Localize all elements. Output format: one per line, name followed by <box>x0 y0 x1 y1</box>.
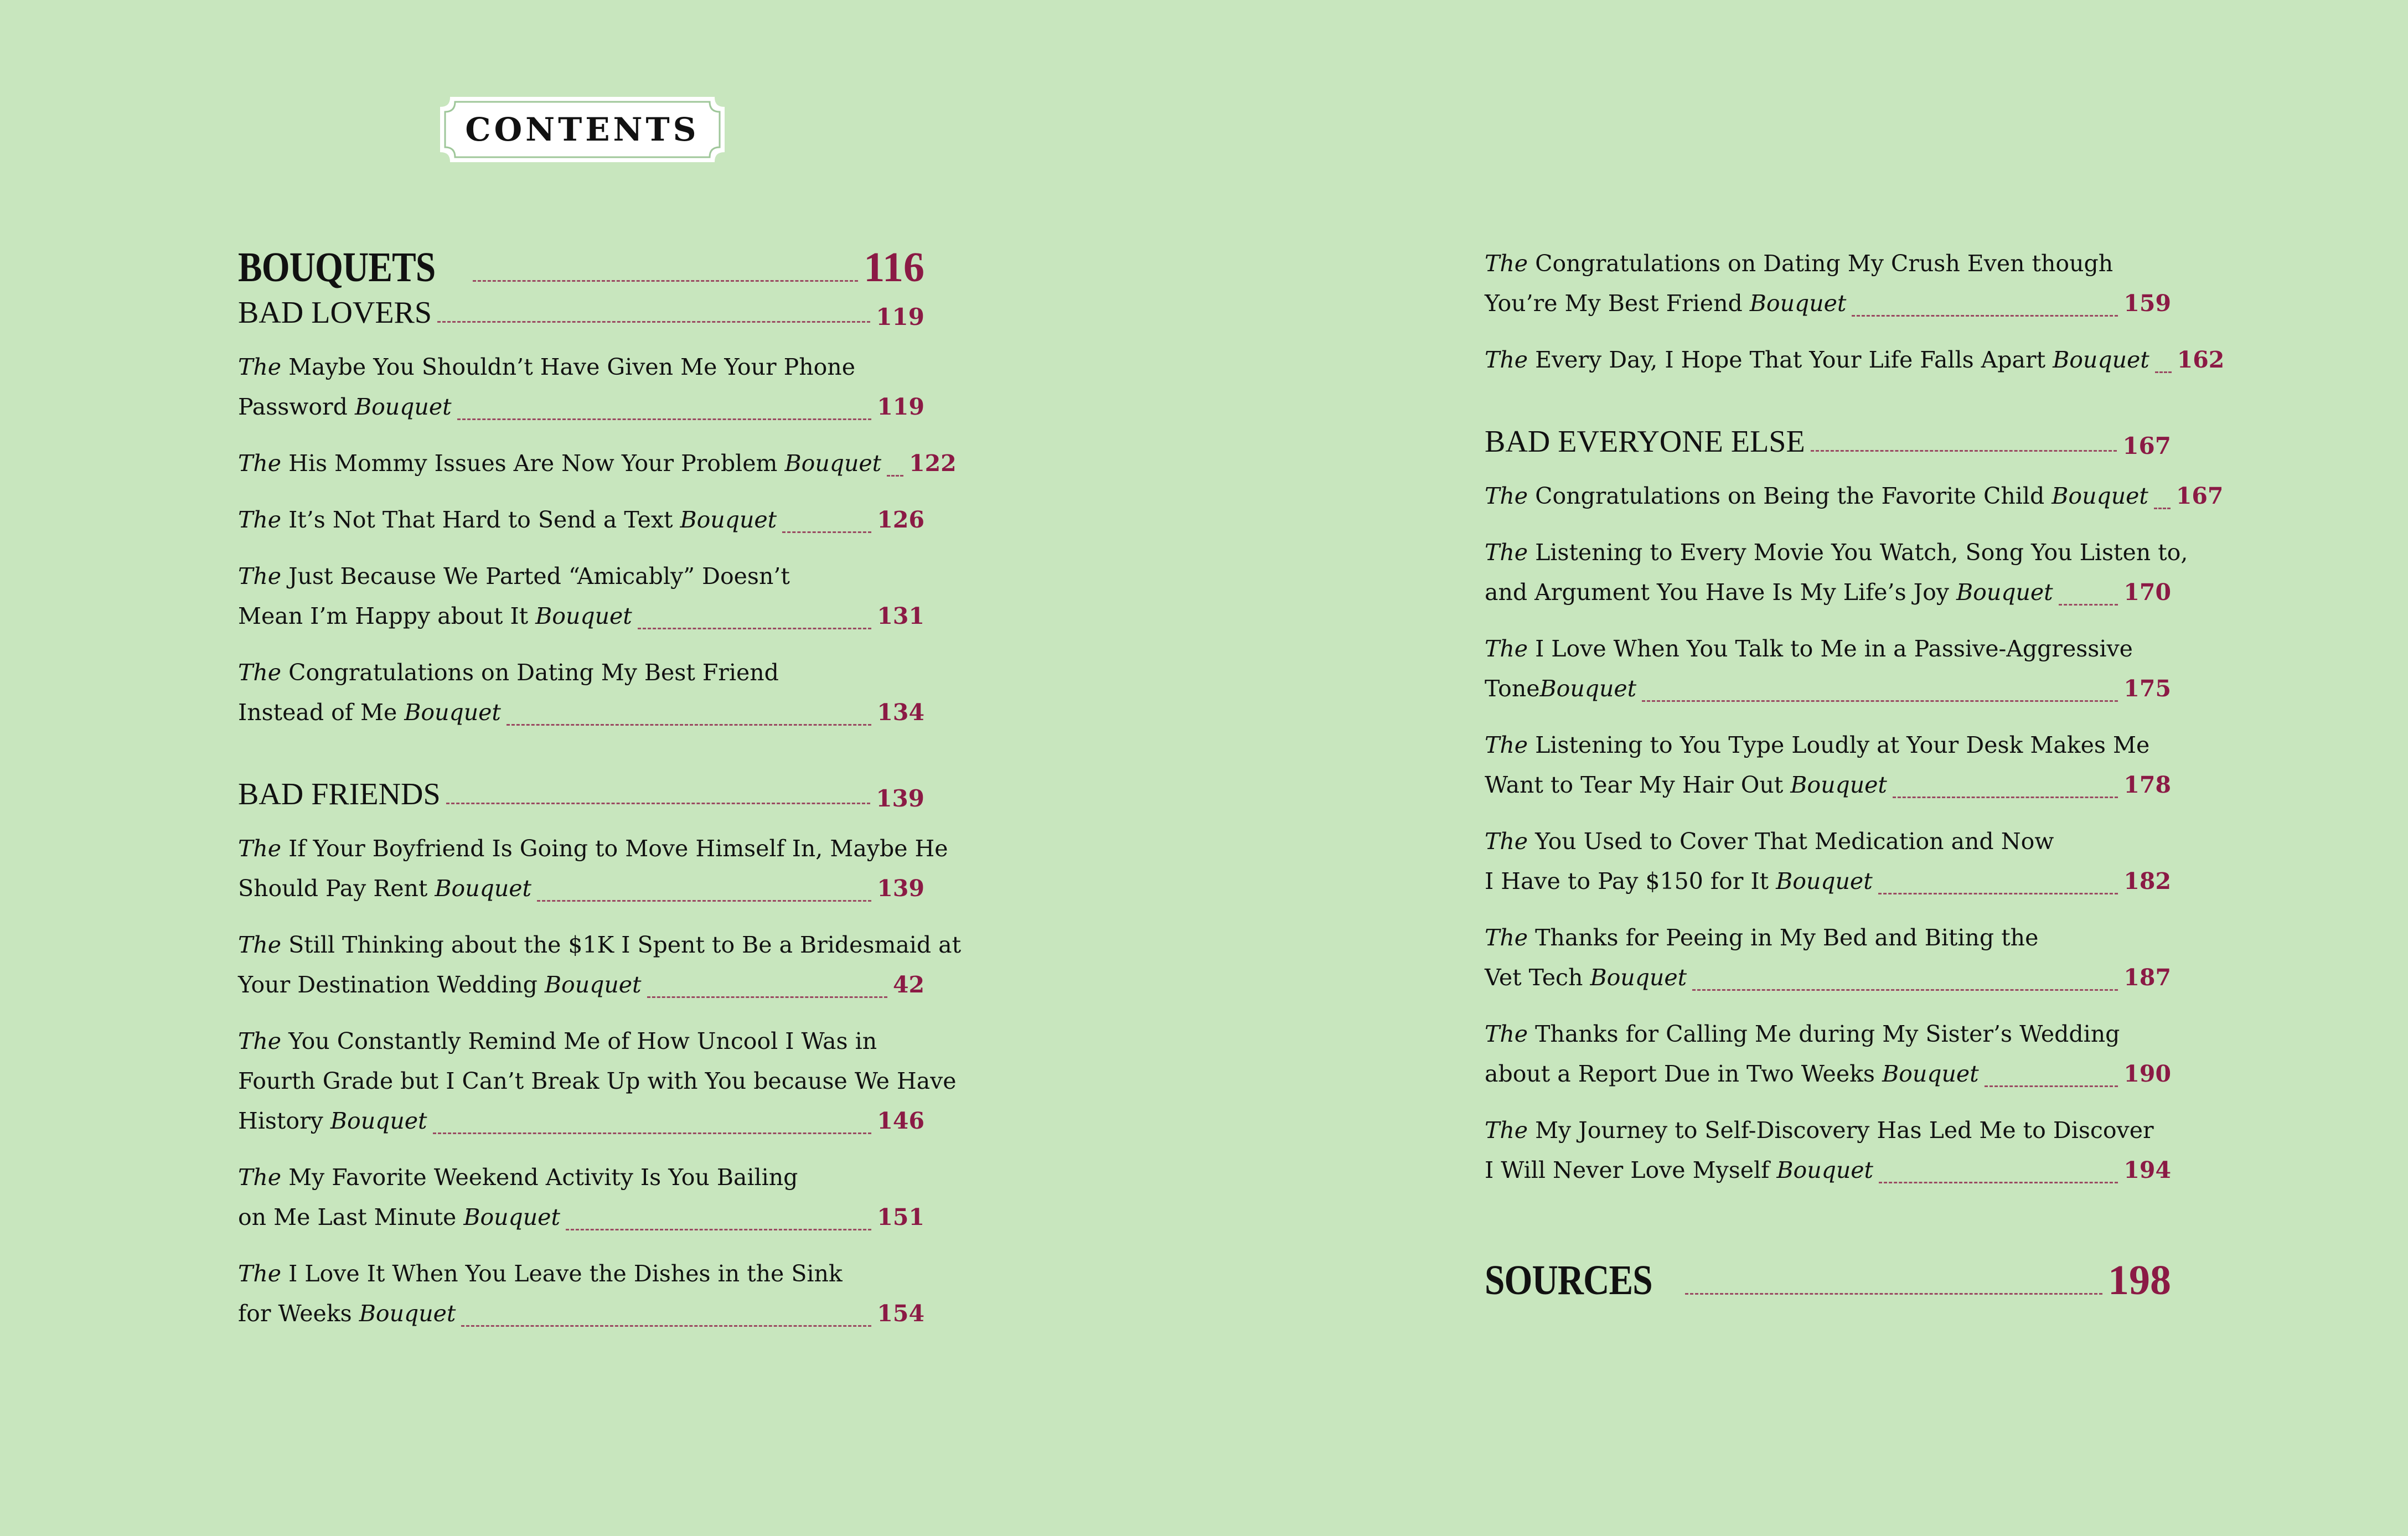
page-number: 194 <box>2123 1157 2171 1183</box>
toc-entry <box>1485 918 2171 997</box>
page-number: 178 <box>2123 772 2171 798</box>
major-heading-title: SOURCES <box>1485 1257 1652 1304</box>
entry-title-line1: Still Thinking about the $1K I Spent to Be a Bridesmaid at <box>288 932 962 958</box>
toc-entry <box>238 1254 924 1333</box>
page-number: 139 <box>876 785 924 812</box>
entry-title-line1: Listening to Every Movie You Watch, Song You Listen to, <box>1535 539 2188 566</box>
entry-suffix: Bouquet <box>1956 579 2053 606</box>
entry-title-line2: I Will Never Love Myself <box>1485 1157 1770 1183</box>
entry-title-line1: Congratulations on Dating My Crush Even though <box>1535 250 2114 277</box>
entry-title-line1: I Love When You Talk to Me in a Passive-Aggressive <box>1535 635 2133 662</box>
page-number: 131 <box>877 603 924 629</box>
page-number: 198 <box>2108 1257 2171 1304</box>
entry-title: It’s Not That Hard to Send a Text <box>288 506 673 533</box>
dotted-leader <box>473 280 858 282</box>
entry-prefix: The <box>1485 924 1528 951</box>
toc-entry <box>238 1021 957 1141</box>
dotted-leader <box>1685 1293 2102 1295</box>
toc-entry <box>1485 476 2224 516</box>
entry-suffix: Bouquet <box>1749 290 1847 317</box>
toc-right-column <box>1485 244 2225 1305</box>
entry-title-line2: for Weeks <box>238 1300 352 1327</box>
toc-entry <box>1485 340 2225 380</box>
toc-major-heading <box>1485 1256 2171 1305</box>
entry-suffix: Bouquet <box>1776 1157 1873 1183</box>
dotted-leader <box>638 628 872 629</box>
entry-prefix: The <box>238 1028 282 1054</box>
page-number: 154 <box>877 1300 924 1327</box>
page-number: 42 <box>892 971 924 998</box>
entry-title-line1: Maybe You Shouldn’t Have Given Me Your Phone <box>288 354 855 380</box>
toc-entry <box>238 1157 924 1237</box>
dotted-leader <box>1893 797 2118 798</box>
toc-entry <box>1485 1014 2171 1094</box>
entry-suffix: Bouquet <box>354 394 452 420</box>
toc-entry <box>238 347 924 427</box>
entry-suffix: Bouquet <box>680 506 777 533</box>
dotted-leader <box>782 531 871 533</box>
entry-title-line1: My Journey to Self-Discovery Has Led Me to Discover <box>1535 1117 2154 1144</box>
entry-title-line2: Instead of Me <box>238 699 397 726</box>
toc-entry <box>238 443 957 483</box>
toc-section-heading <box>238 777 924 812</box>
entry-prefix: The <box>1485 346 1528 373</box>
entry-title-line2: Vet Tech <box>1485 964 1583 991</box>
page-number: 119 <box>877 394 924 420</box>
entry-title: Congratulations on Being the Favorite Child <box>1535 483 2045 509</box>
entry-title-line2: History <box>238 1108 323 1134</box>
entry-prefix: The <box>1485 732 1528 758</box>
entry-title-line2: Want to Tear My Hair Out <box>1485 772 1784 798</box>
dotted-leader <box>1642 700 2118 702</box>
toc-section-heading <box>1485 424 2171 459</box>
dotted-leader <box>887 475 903 477</box>
dotted-leader <box>2059 604 2118 606</box>
page-number: 119 <box>876 303 924 330</box>
entry-prefix: The <box>238 1260 282 1287</box>
dotted-leader <box>461 1325 871 1327</box>
entry-title-line2: Your Destination Wedding <box>238 971 538 998</box>
toc-entry <box>1485 821 2171 901</box>
dotted-leader <box>446 803 871 804</box>
entry-title-line1: Thanks for Calling Me during My Sister’s Wedding <box>1535 1021 2120 1047</box>
entry-suffix: Bouquet <box>1590 964 1687 991</box>
dotted-leader <box>1811 450 2117 452</box>
dotted-leader <box>433 1132 872 1134</box>
entry-title-line1: If Your Boyfriend Is Going to Move Himself In, Maybe He <box>288 835 948 862</box>
entry-prefix: The <box>1485 828 1528 855</box>
entry-title-line2: and Argument You Have Is My Life’s Joy <box>1485 579 1949 606</box>
entry-prefix: The <box>238 659 282 686</box>
major-heading-title: BOUQUETS <box>238 244 436 291</box>
entry-prefix: The <box>1485 1117 1528 1144</box>
entry-title-line2: about a Report Due in Two Weeks <box>1485 1061 1875 1087</box>
page-number: 170 <box>2123 579 2171 606</box>
entry-title: His Mommy Issues Are Now Your Problem <box>288 450 778 477</box>
entry-prefix: The <box>238 450 282 477</box>
entry-prefix: The <box>1485 250 1528 277</box>
toc-left-column <box>238 244 962 1333</box>
toc-major-heading <box>238 244 924 292</box>
entry-suffix: Bouquet <box>435 875 532 902</box>
toc-entry <box>238 556 924 636</box>
toc-entry <box>238 500 924 540</box>
entry-title: Every Day, I Hope That Your Life Falls Apart <box>1535 346 2046 373</box>
entry-suffix: Bouquet <box>404 699 501 726</box>
entry-title-line1: Thanks for Peeing in My Bed and Biting the <box>1535 924 2039 951</box>
page-number: 151 <box>877 1204 924 1230</box>
contents-title: CONTENTS <box>465 111 700 148</box>
entry-suffix: Bouquet <box>544 971 642 998</box>
toc-entry <box>1485 629 2171 708</box>
entry-suffix: Bouquet <box>784 450 882 477</box>
entry-prefix: The <box>1485 483 1528 509</box>
section-heading-title: BAD FRIENDS <box>238 777 441 811</box>
dotted-leader <box>507 724 871 726</box>
dotted-leader <box>437 321 870 323</box>
entry-prefix: The <box>238 354 282 380</box>
toc-entry <box>1485 725 2171 805</box>
dotted-leader <box>566 1229 871 1230</box>
dotted-leader <box>1852 315 2118 317</box>
entry-prefix: The <box>1485 1021 1528 1047</box>
entry-prefix: The <box>1485 539 1528 566</box>
dotted-leader <box>537 900 871 902</box>
entry-title-line1: Congratulations on Dating My Best Friend <box>288 659 779 686</box>
dotted-leader <box>1985 1085 2118 1087</box>
toc-entry <box>1485 532 2188 612</box>
dotted-leader <box>647 996 887 998</box>
entry-title-line2: Mean I’m Happy about It <box>238 603 529 629</box>
toc-entry <box>1485 244 2171 323</box>
toc-section-heading <box>238 295 924 330</box>
entry-prefix: The <box>238 1164 282 1191</box>
entry-suffix: Bouquet <box>1882 1061 1979 1087</box>
entry-suffix: Bouquet <box>359 1300 456 1327</box>
page-number: 190 <box>2123 1061 2171 1087</box>
entry-title-line1: My Favorite Weekend Activity Is You Bailing <box>288 1164 798 1191</box>
entry-title-line1: You Constantly Remind Me of How Uncool I Was in <box>288 1028 877 1054</box>
entry-title-line1b: Fourth Grade but I Can’t Break Up with You because We Have <box>238 1068 957 1094</box>
entry-suffix: Bouquet <box>330 1108 427 1134</box>
entry-title-line2: Should Pay Rent <box>238 875 428 902</box>
section-heading-title: BAD LOVERS <box>238 296 432 330</box>
page-number: 162 <box>2177 346 2225 373</box>
entry-prefix: The <box>238 835 282 862</box>
entry-suffix: Bouquet <box>1776 868 1873 894</box>
toc-entry <box>238 925 962 1005</box>
entry-suffix: Bouquet <box>1539 675 1637 702</box>
contents-badge <box>438 95 726 164</box>
entry-title-line1: Listening to You Type Loudly at Your Desk Makes Me <box>1535 732 2150 758</box>
dotted-leader <box>2154 508 2171 509</box>
entry-title-line2: You’re My Best Friend <box>1485 290 1743 317</box>
entry-title-line2: on Me Last Minute <box>238 1204 457 1230</box>
entry-suffix: Bouquet <box>2052 483 2148 509</box>
page-number: 187 <box>2123 964 2171 991</box>
dotted-leader <box>1692 989 2118 991</box>
entry-title-line2: Password <box>238 394 348 420</box>
entry-title-line1: Just Because We Parted “Amicably” Doesn’t <box>288 563 790 589</box>
page-number: 116 <box>864 244 924 291</box>
entry-suffix: Bouquet <box>2053 346 2149 373</box>
page-number: 146 <box>877 1108 924 1134</box>
toc-entry <box>238 829 948 908</box>
entry-prefix: The <box>238 563 282 589</box>
dotted-leader <box>1878 893 2118 894</box>
entry-title-line2: Tone <box>1485 675 1540 702</box>
page-number: 167 <box>2122 432 2171 459</box>
entry-suffix: Bouquet <box>463 1204 560 1230</box>
toc-entry <box>1485 1110 2171 1190</box>
dotted-leader <box>457 418 872 420</box>
toc-entry <box>238 653 924 732</box>
page-number: 134 <box>877 699 924 726</box>
dotted-leader <box>1879 1182 2118 1183</box>
page-number: 167 <box>2176 483 2224 509</box>
entry-prefix: The <box>238 932 282 958</box>
page-number: 159 <box>2123 290 2171 317</box>
page-number: 122 <box>909 450 957 477</box>
dotted-leader <box>2155 371 2172 373</box>
entry-prefix: The <box>238 506 282 533</box>
section-heading-title: BAD EVERYONE ELSE <box>1485 425 1805 459</box>
page-number: 175 <box>2123 675 2171 702</box>
entry-title-line2: I Have to Pay $150 for It <box>1485 868 1769 894</box>
page-number: 182 <box>2123 868 2171 894</box>
entry-suffix: Bouquet <box>1790 772 1887 798</box>
entry-title-line1: You Used to Cover That Medication and Now <box>1535 828 2054 855</box>
page-number: 126 <box>877 506 924 533</box>
entry-suffix: Bouquet <box>535 603 632 629</box>
entry-title-line1: I Love It When You Leave the Dishes in the Sink <box>288 1260 843 1287</box>
entry-prefix: The <box>1485 635 1528 662</box>
page-number: 139 <box>877 875 924 902</box>
